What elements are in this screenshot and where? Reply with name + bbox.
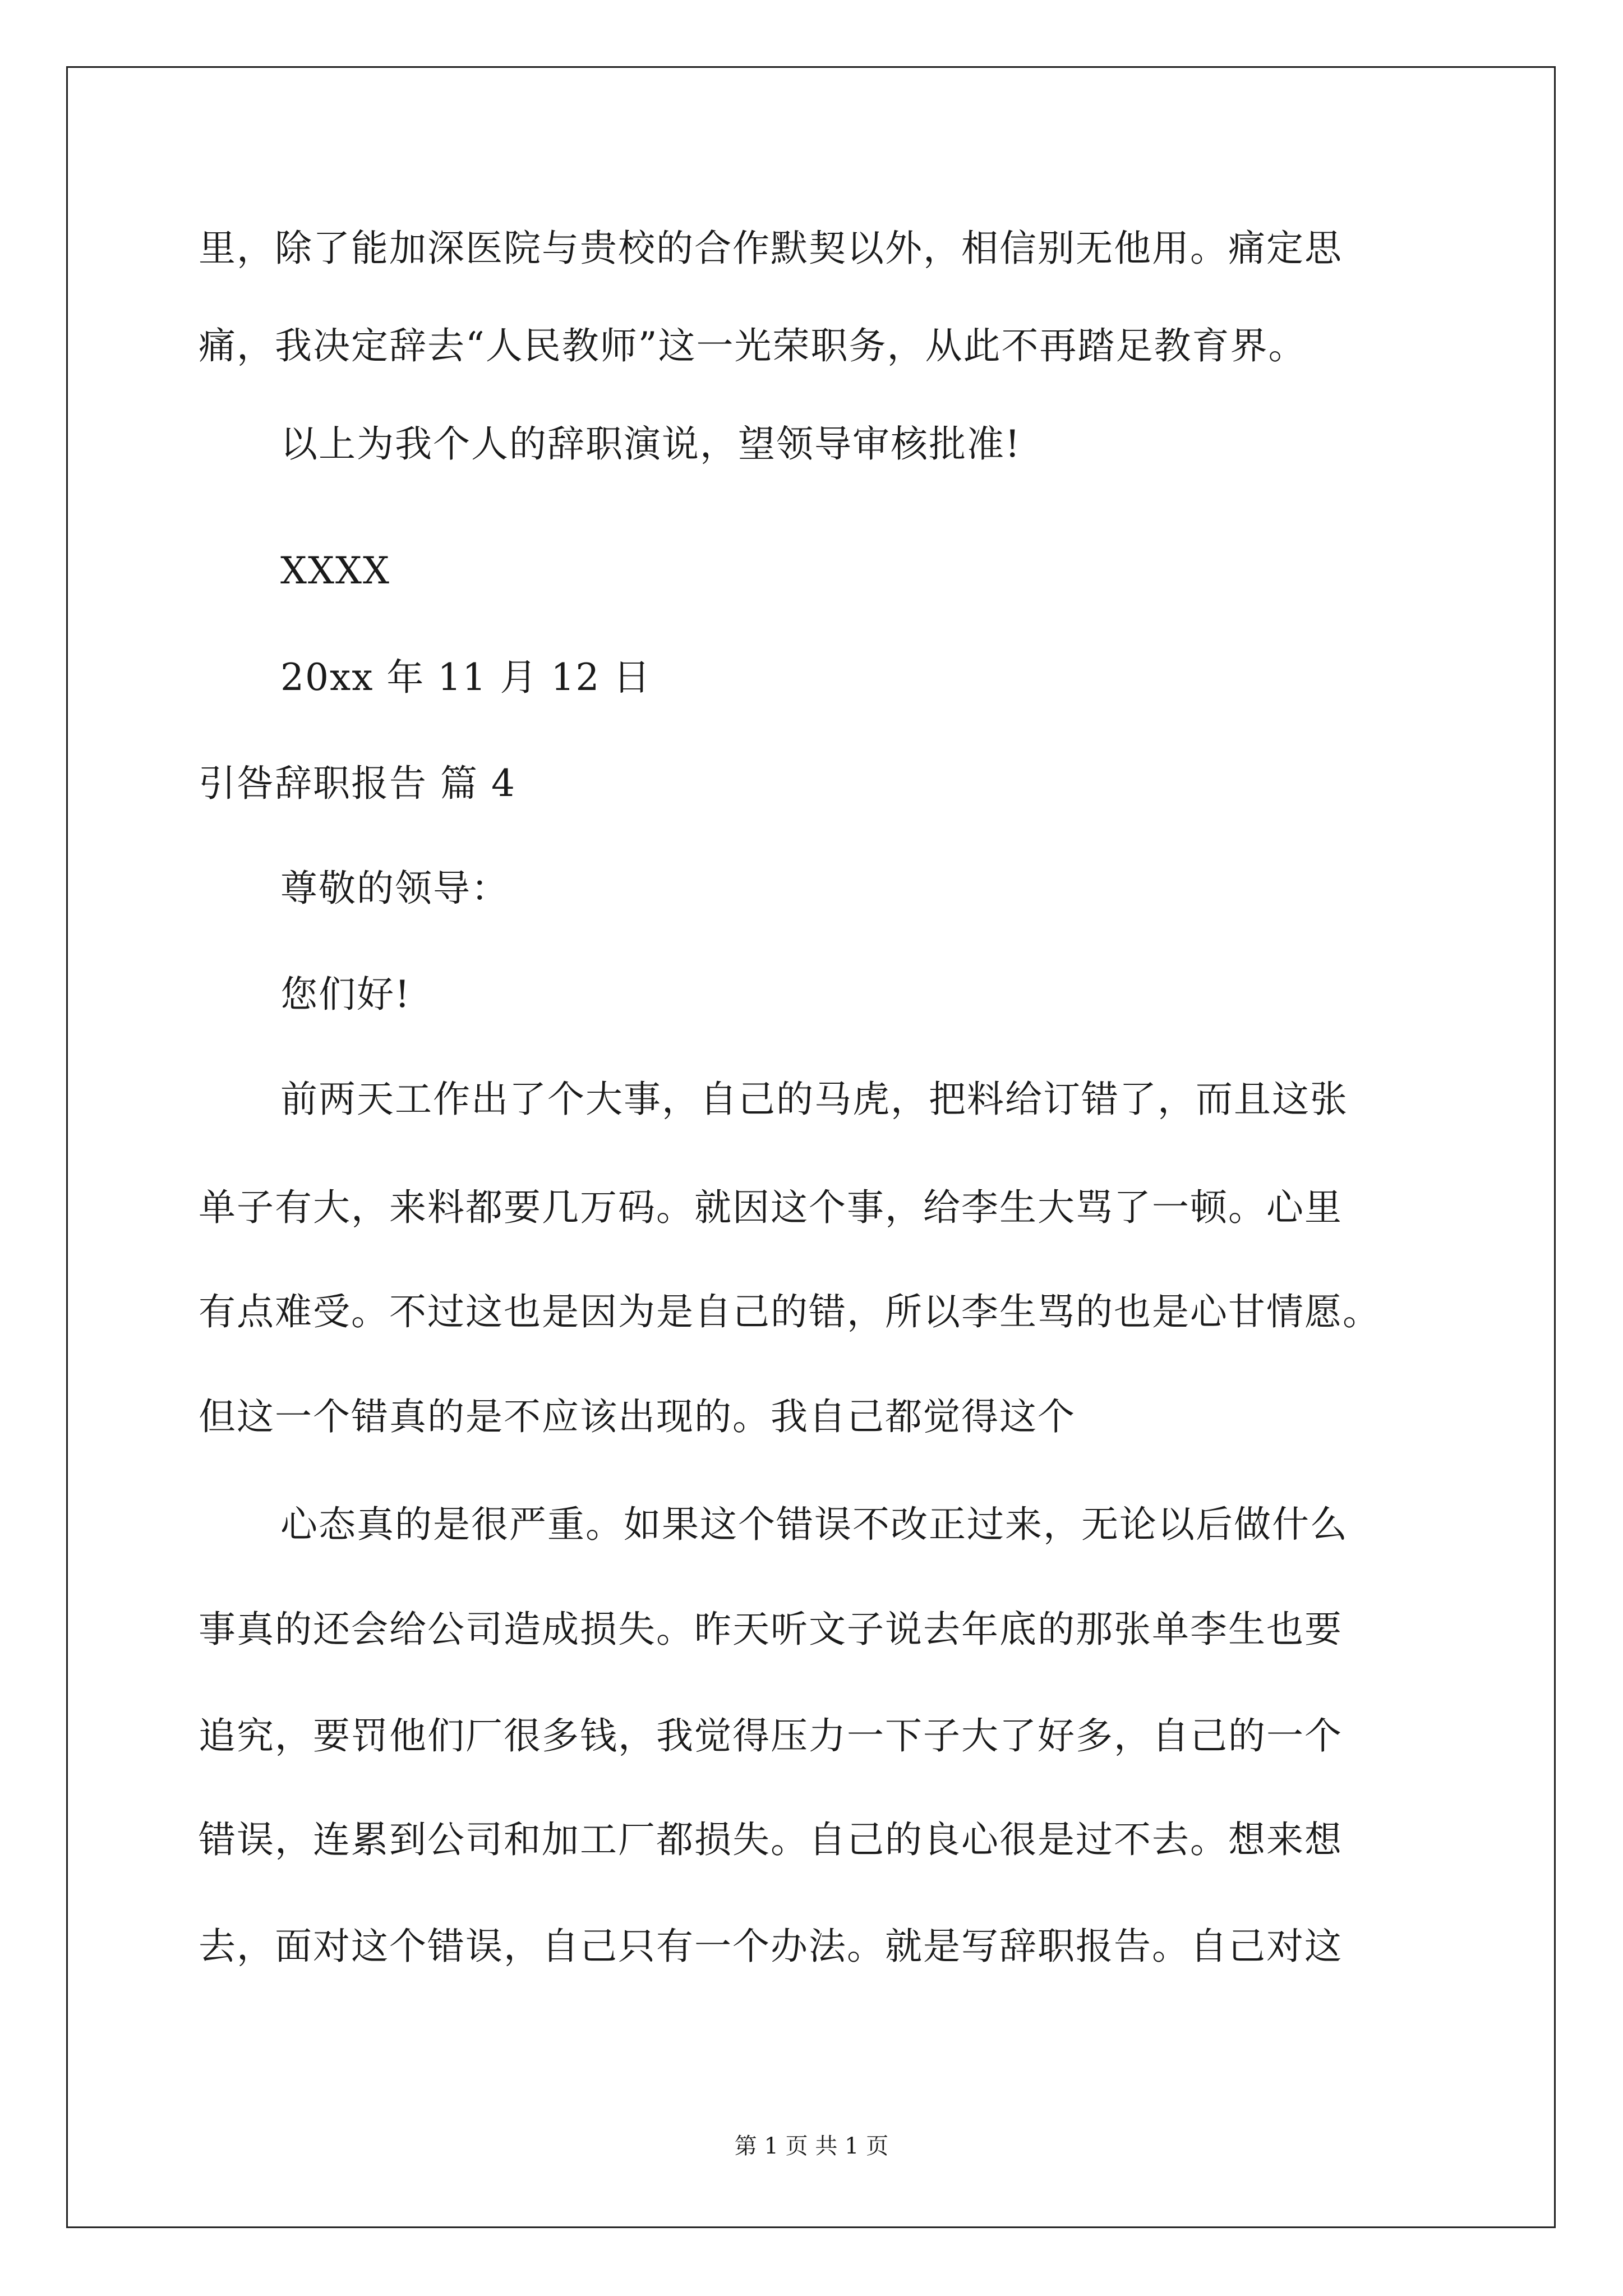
signature-date: 20xx 年 11 月 12 日 xyxy=(280,656,652,699)
paragraph-line: 去，面对这个错误，自己只有一个办法。就是写辞职报告。自己对这 xyxy=(199,1925,1343,1968)
paragraph-line: 痛，我决定辞去“人民教师”这一光荣职务，从此不再踏足教育界。 xyxy=(199,324,1307,367)
paragraph-line: 但这一个错真的是不应该出现的。我自己都觉得这个 xyxy=(199,1395,1076,1438)
paragraph-line: 追究，要罚他们厂很多钱，我觉得压力一下子大了好多，自己的一个 xyxy=(199,1714,1343,1757)
paragraph-line: 里，除了能加深医院与贵校的合作默契以外，相信别无他用。痛定思 xyxy=(199,227,1343,270)
salutation: 尊敬的领导： xyxy=(280,867,509,910)
paragraph-line: 单子有大，来料都要几万码。就因这个事，给李生大骂了一顿。心里 xyxy=(199,1186,1343,1229)
paragraph-line: 错误，连累到公司和加工厂都损失。自己的良心很是过不去。想来想 xyxy=(199,1818,1343,1861)
page-border xyxy=(66,66,1556,2228)
signature-name: XXXX xyxy=(280,549,390,592)
paragraph-line: 心态真的是很严重。如果这个错误不改正过来，无论以后做什么 xyxy=(280,1503,1348,1546)
greeting: 您们好! xyxy=(280,973,411,1016)
paragraph-line: 前两天工作出了个大事，自己的马虎，把料给订错了，而且这张 xyxy=(280,1078,1348,1121)
paragraph-line: 事真的还会给公司造成损失。昨天听文子说去年底的那张单李生也要 xyxy=(199,1608,1343,1651)
paragraph-line: 有点难受。不过这也是因为是自己的错，所以李生骂的也是心甘情愿。 xyxy=(199,1290,1381,1333)
page-footer: 第 1 页 共 1 页 xyxy=(734,2133,889,2159)
paragraph-line: 以上为我个人的辞职演说，望领导审核批准! xyxy=(280,422,1021,466)
section-heading: 引咎辞职报告 篇 4 xyxy=(199,762,516,805)
